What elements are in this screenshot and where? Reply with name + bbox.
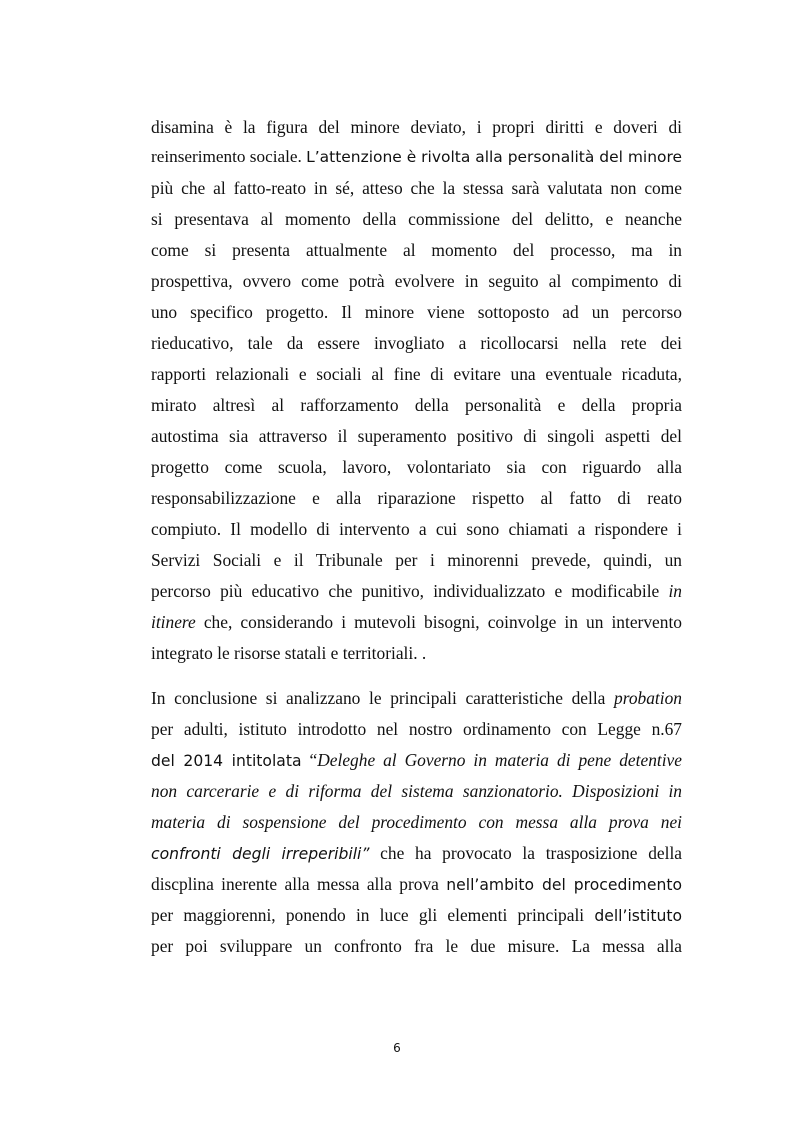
text-line: percorso più educativo che punitivo, individualizzato e modificabile in — [151, 581, 682, 601]
text-line: per maggiorenni, ponendo in luce gli elementi principali dell’istituto — [151, 905, 682, 925]
text-line: compiuto. Il modello di intervento a cui sono chiamati a rispondere i — [151, 519, 682, 539]
text-line: rapporti relazionali e sociali al fine di evitare una eventuale ricaduta, — [151, 364, 682, 384]
emphasis-text: nell’ambito del procedimento — [446, 876, 682, 894]
text-line: prospettiva, ovvero come potrà evolvere in seguito al compimento di — [151, 271, 682, 291]
text-line: come si presenta attualmente al momento del processo, ma in — [151, 240, 682, 260]
text-line: disamina è la figura del minore deviato, i propri diritti e doveri di — [151, 117, 682, 137]
italic-text: confronti degli irreperibili” — [151, 845, 370, 863]
text-line: confronti degli irreperibili” che ha provocato la trasposizione della — [151, 843, 682, 863]
text-line: Servizi Sociali e il Tribunale per i minorenni prevede, quindi, un — [151, 550, 682, 570]
italic-text: Deleghe al Governo in materia di pene detentive — [317, 750, 682, 770]
text-line: progetto come scuola, lavoro, volontariato sia con riguardo alla — [151, 457, 682, 477]
text-line: mirato altresì al rafforzamento della personalità e della propria — [151, 395, 682, 415]
text-line: più che al fatto-reato in sé, atteso che la stessa sarà valutata non come — [151, 178, 682, 198]
text-line: si presentava al momento della commissione del delitto, e neanche — [151, 209, 682, 229]
emphasis-text: dell’istituto — [594, 907, 682, 925]
emphasis-text: del 2014 intitolata — [151, 752, 302, 770]
italic-text: itinere — [151, 612, 196, 632]
text-line: integrato le risorse statali e territoriali. . — [151, 643, 427, 663]
page-number: 6 — [393, 1041, 401, 1055]
text-line: non carcerarie e di riforma del sistema sanzionatorio. Disposizioni in — [151, 781, 682, 801]
text-line: reinserimento sociale. L’attenzione è rivolta alla personalità del minore — [151, 147, 683, 166]
text-line: itinere che, considerando i mutevoli bisogni, coinvolge in un intervento — [151, 612, 682, 632]
text-line: uno specifico progetto. Il minore viene sottoposto ad un percorso — [151, 302, 682, 322]
text-line: In conclusione si analizzano le principali caratteristiche della probation — [151, 688, 682, 708]
text-line: per adulti, istituto introdotto nel nostro ordinamento con Legge n.67 — [151, 719, 682, 739]
emphasis-text: L’attenzione è rivolta alla personalità del minore — [306, 148, 683, 166]
italic-text: probation — [614, 688, 682, 708]
text-line: rieducativo, tale da essere invogliato a ricollocarsi nella rete dei — [151, 333, 682, 353]
italic-text: in — [668, 581, 682, 601]
text-line: discplina inerente alla messa alla prova nell’ambito del procedimento — [151, 874, 682, 894]
text-line: materia di sospensione del procedimento con messa alla prova nei — [151, 812, 682, 832]
text-line: per poi sviluppare un confronto fra le due misure. La messa alla — [151, 936, 682, 956]
text-line: del 2014 intitolata “Deleghe al Governo in materia di pene detentive — [151, 750, 682, 770]
text-line: autostima sia attraverso il superamento positivo di singoli aspetti del — [151, 426, 682, 446]
text-line: responsabilizzazione e alla riparazione rispetto al fatto di reato — [151, 488, 682, 508]
